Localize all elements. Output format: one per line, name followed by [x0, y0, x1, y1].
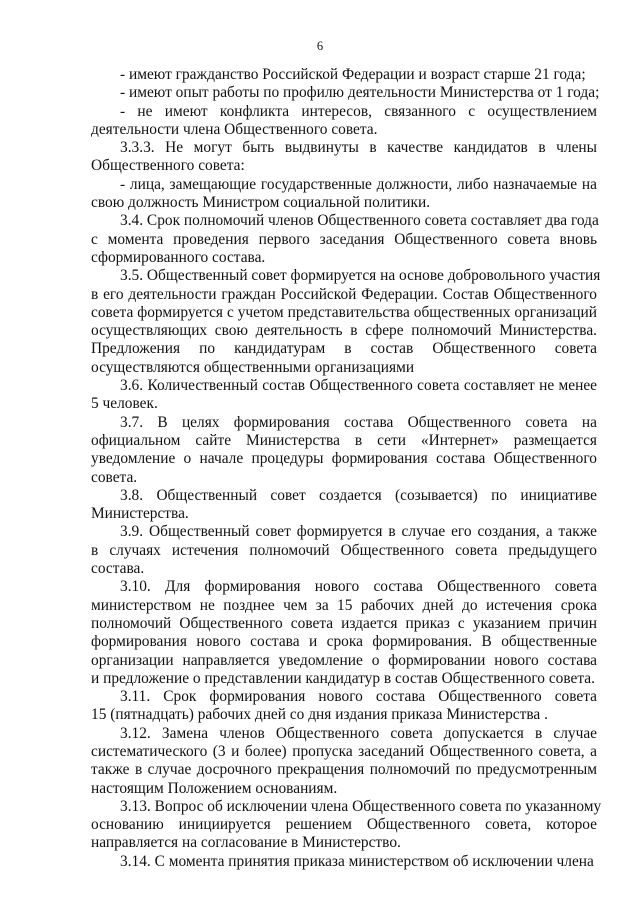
text-line: 3.3.3. Не могут быть выдвинуты в качестве кандидатов в члены: [120, 139, 597, 157]
paragraph: [91, 578, 597, 688]
text-line: - лица, замещающие государственные должности, либо назначаемые на: [120, 175, 597, 193]
text-line: 3.7. В целях формирования состава Общественного совета на: [120, 413, 597, 431]
paragraph: [91, 523, 597, 578]
text-line: основанию инициируется решением Общественного совета, которое: [91, 816, 597, 834]
text-line: - имеют гражданство Российской Федерации и возраст старше 21 года;: [120, 66, 586, 83]
text-line: осуществляющих свою деятельность в сфере полномочий Министерства.: [91, 322, 597, 340]
text-line: министерством не позднее чем за 15 рабочих дней до истечения срока: [91, 596, 597, 614]
text-line: настоящим Положением основаниям.: [91, 779, 338, 797]
paragraph: [91, 797, 602, 853]
text-line: 15 (пятнадцать) рабочих дней со дня издания приказа Министерства .: [91, 706, 548, 724]
paragraph: [91, 688, 597, 725]
text-line: организации направляется уведомление о формировании нового состава: [91, 651, 597, 669]
text-line: Министерства.: [91, 505, 189, 523]
text-line: - не имеют конфликта интересов, связанного с осуществлением: [120, 102, 597, 120]
text-line: 3.4. Срок полномочий членов Общественного совета составляет два года: [120, 212, 599, 230]
text-line: Предложения по кандидатурам в состав Общественного совета: [91, 340, 597, 358]
text-line: деятельности члена Общественного совета.: [91, 120, 378, 138]
text-line: полномочий Общественного совета издается приказ с указанием причин: [91, 614, 597, 632]
text-line: совета.: [91, 468, 138, 486]
paragraph: [91, 377, 597, 414]
text-line: 3.14. С момента принятия приказа министерством об исключении члена: [120, 852, 594, 870]
text-line: состава.: [91, 560, 145, 578]
text-line: 3.12. Замена членов Общественного совета допускается в случае: [120, 724, 597, 742]
text-line: свою должность Министром социальной политики.: [91, 194, 431, 212]
document-body: [91, 66, 602, 871]
text-line: 3.5. Общественный совет формируется на основе добровольного участия: [120, 267, 601, 285]
text-line: 3.13. Вопрос об исключении члена Общественного совета по указанному: [120, 797, 602, 815]
text-line: Общественного совета:: [91, 157, 245, 175]
paragraph: [91, 84, 600, 102]
paragraph: [91, 66, 597, 84]
text-line: - имеют опыт работы по профилю деятельности Министерства от 1 года;: [120, 84, 600, 102]
paragraph: [91, 414, 597, 487]
text-line: и предложение о представлении кандидатур в состав Общественного совета.: [91, 669, 595, 687]
text-line: официальном сайте Министерства в сети «Интернет» размещается: [91, 431, 597, 449]
text-line: в случаях истечения полномочий Общественного совета предыдущего: [91, 541, 597, 559]
text-line: также в случае досрочного прекращения полномочий по предусмотренным: [91, 761, 597, 779]
text-line: осуществляются общественными организациями: [91, 358, 415, 376]
text-line: 3.11. Срок формирования нового состава Общественного совета: [120, 688, 597, 706]
text-line: в его деятельности граждан Российской Федерации. Состав Общественного: [91, 285, 597, 303]
text-line: с момента проведения первого заседания Общественного совета вновь: [91, 230, 597, 248]
text-line: 3.6. Количественный состав Общественного совета составляет не менее: [120, 377, 597, 395]
paragraph: [91, 267, 601, 377]
text-line: 3.9. Общественный совет формируется в случае его создания, а также: [120, 523, 597, 541]
paragraph: [91, 103, 597, 140]
text-line: совета формируется с учетом представительства общественных организаций: [91, 303, 597, 321]
text-line: уведомление о начале процедуры формирования состава Общественного: [91, 450, 597, 468]
text-line: 3.10. Для формирования нового состава Общественного совета: [120, 578, 597, 596]
text-line: 3.8. Общественный совет создается (созывается) по инициативе: [120, 486, 597, 504]
text-line: систематического (3 и более) пропуска заседаний Общественного совета, а: [91, 742, 597, 760]
paragraph: [91, 853, 597, 871]
paragraph: [91, 139, 597, 176]
paragraph: [91, 725, 597, 798]
paragraph: [91, 212, 597, 267]
text-line: формирования нового состава и срока формирования. В общественные: [91, 633, 597, 651]
text-line: направляется на согласование в Министерство.: [91, 834, 401, 852]
text-line: 5 человек.: [91, 395, 158, 413]
page-number: 6: [316, 39, 324, 53]
paragraph: [91, 176, 597, 213]
paragraph: [91, 487, 597, 524]
text-line: сформированного состава.: [91, 248, 266, 266]
